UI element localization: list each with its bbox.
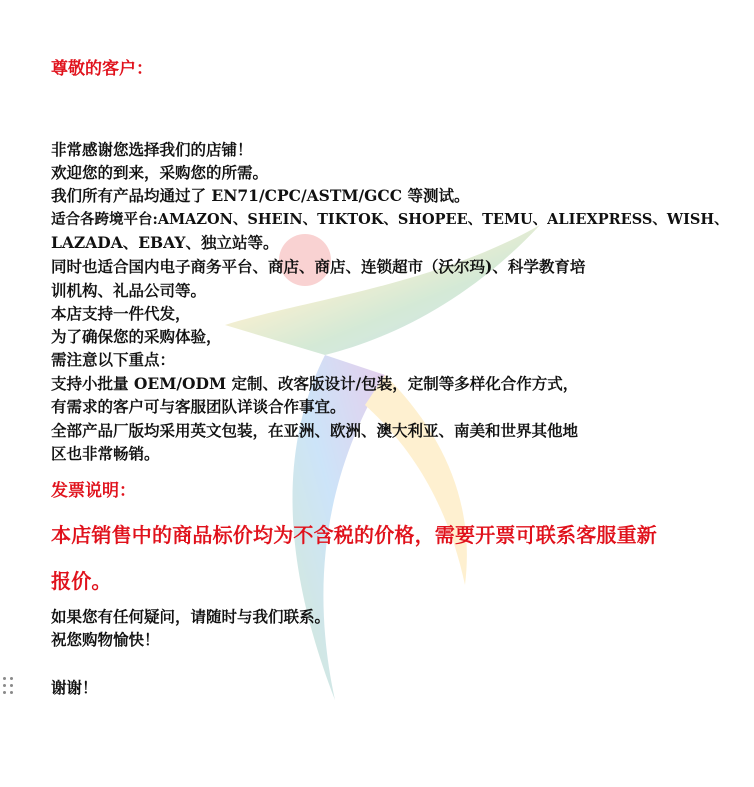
body-line: LAZADA、EBAY、独立站等。: [51, 233, 279, 252]
body-line: 我们所有产品均通过了 EN71/CPC/ASTM/GCC 等测试。: [51, 186, 470, 205]
greeting-heading: 尊敬的客户：: [51, 59, 153, 79]
body-line: 为了确保您的采购体验，: [51, 327, 222, 346]
body-line: 欢迎您的到来，采购您的所需。: [51, 163, 269, 182]
body-line: 本店支持一件代发，: [51, 304, 191, 323]
body-line: 有需求的客户可与客服团队详谈合作事宜。: [51, 397, 346, 416]
invoice-note-line: 报价。: [51, 569, 112, 593]
closing-line: 如果您有任何疑问，请随时与我们联系。: [51, 607, 331, 626]
body-line: 同时也适合国内电子商务平台、商店、商店、连锁超市（沃尔玛)、科学教育培: [51, 257, 586, 276]
body-line: 适合各跨境平台:AMAZON、SHEIN、TIKTOK、SHOPEE、TEMU、ALIEXPRESS、WISH、: [51, 211, 729, 228]
body-line: 区也非常畅销。: [51, 444, 160, 463]
body-line: 支持小批量 OEM/ODM 定制、改客版设计/包装，定制等多样化合作方式，: [51, 374, 579, 393]
invoice-note-line: 本店销售中的商品标价均为不含税的价格，需要开票可联系客服重新: [51, 523, 657, 547]
figure-watermark-logo: [215, 205, 545, 705]
thanks-text: 谢谢！: [51, 678, 98, 697]
body-line: 非常感谢您选择我们的店铺！: [51, 140, 253, 159]
body-line: 训机构、礼品公司等。: [51, 281, 207, 300]
body-line: 需注意以下重点：: [51, 350, 176, 369]
body-line: 全部产品厂版均采用英文包装，在亚洲、欧洲、澳大利亚、南美和世界其他地: [51, 421, 579, 440]
closing-line: 祝您购物愉快！: [51, 630, 160, 649]
drag-handle-icon[interactable]: [3, 677, 15, 697]
invoice-heading: 发票说明：: [51, 481, 136, 501]
